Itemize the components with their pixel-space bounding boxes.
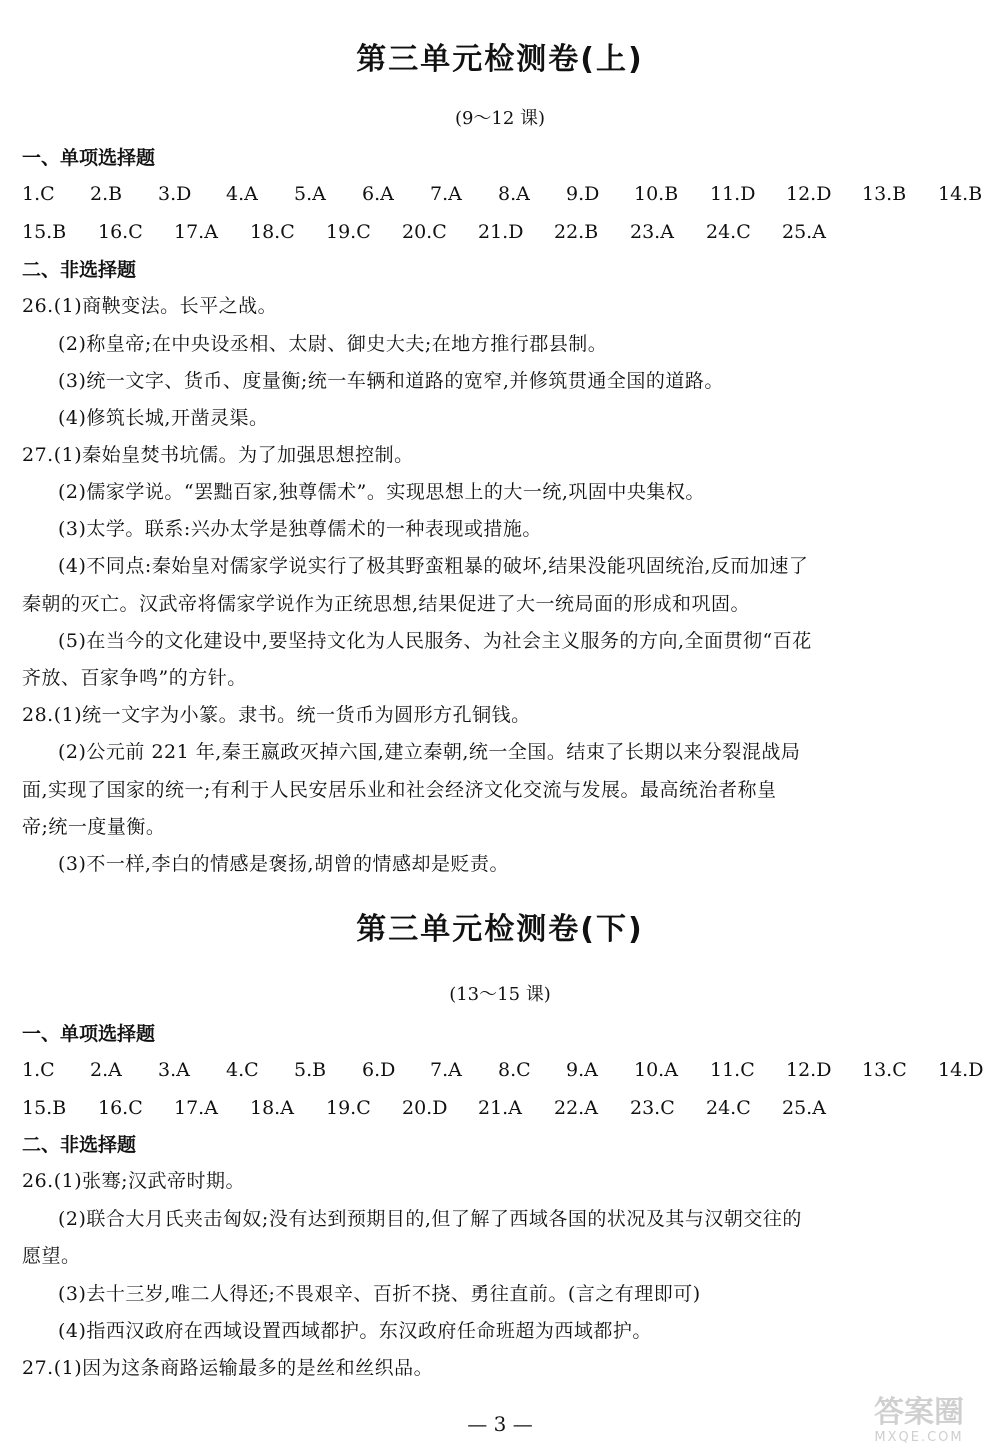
answer-line: 27.(1)因为这条商路运输最多的是丝和丝织品。 [22,1357,434,1379]
answer-line: (4)修筑长城,开凿灵渠。 [58,407,269,429]
mc-answer: 17.A [174,221,218,243]
mc-answer: 7.A [430,1059,462,1081]
section-b-mc-row-2 [22,1094,982,1122]
mc-answer: 23.A [630,221,674,243]
mc-answer: 15.B [22,221,67,243]
mc-answer: 14.B [938,183,983,205]
answer-line: 28.(1)统一文字为小篆。隶书。统一货币为圆形方孔铜钱。 [22,704,531,726]
mc-answer: 5.A [294,183,326,205]
mc-answer: 16.C [98,1097,143,1119]
mc-answer: 22.A [554,1097,598,1119]
mc-answer: 10.B [634,183,679,205]
mc-answer: 8.C [498,1059,531,1081]
answer-line: (4)不同点:秦始皇对儒家学说实行了极其野蛮粗暴的破坏,结果没能巩固统治,反而加速了 [58,555,809,577]
mc-answer: 22.B [554,221,599,243]
section-a-subtitle: (9～12 课) [454,108,546,129]
watermark-url: MXQE.COM [874,1430,964,1445]
answer-line: (5)在当今的文化建设中,要坚持文化为人民服务、为社会主义服务的方向,全面贯彻“百花 [58,630,812,652]
answer-line: (3)去十三岁,唯二人得还;不畏艰辛、百折不挠、勇往直前。(言之有理即可) [58,1283,701,1305]
mc-answer: 13.B [862,183,907,205]
mc-answer: 12.D [786,1059,832,1081]
mc-answer: 4.C [226,1059,259,1081]
mc-answer: 3.A [158,1059,190,1081]
mc-answer: 18.A [250,1097,294,1119]
mc-answer: 19.C [326,1097,371,1119]
mc-answer: 19.C [326,221,371,243]
section-a-nonmc-heading: 二、非选择题 [22,259,137,281]
mc-answer: 8.A [498,183,530,205]
mc-answer: 11.D [710,183,756,205]
mc-answer: 1.C [22,1059,55,1081]
mc-answer: 20.C [402,221,447,243]
page-number: — 3 — [467,1412,533,1436]
mc-answer: 20.D [402,1097,448,1119]
answer-line: 秦朝的灭亡。汉武帝将儒家学说作为正统思想,结果促进了大一统局面的形成和巩固。 [22,593,751,615]
mc-answer: 14.D [938,1059,984,1081]
answer-line: 27.(1)秦始皇焚书坑儒。为了加强思想控制。 [22,444,414,466]
mc-answer: 6.D [362,1059,396,1081]
answer-line: (3)太学。联系:兴办太学是独尊儒术的一种表现或措施。 [58,518,542,540]
section-a-mc-row-2 [22,218,982,246]
mc-answer: 1.C [22,183,55,205]
mc-answer: 6.A [362,183,394,205]
watermark-logo [854,1396,984,1448]
mc-answer: 7.A [430,183,462,205]
section-b-title: 第三单元检测卷(下) [356,912,644,947]
answer-line: (2)公元前 221 年,秦王嬴政灭掉六国,建立秦朝,统一全国。结束了长期以来分裂混战局 [58,741,801,763]
mc-answer: 17.A [174,1097,218,1119]
mc-answer: 2.A [90,1059,122,1081]
mc-answer: 25.A [782,1097,826,1119]
mc-answer: 21.D [478,221,524,243]
mc-answer: 9.D [566,183,600,205]
answer-line: (3)不一样,李白的情感是褒扬,胡曾的情感却是贬责。 [58,853,509,875]
section-b-nonmc-heading: 二、非选择题 [22,1134,137,1156]
mc-answer: 4.A [226,183,258,205]
answer-line: 帝;统一度量衡。 [22,816,166,838]
answer-line: (2)称皇帝;在中央设丞相、太尉、御史大夫;在地方推行郡县制。 [58,333,608,355]
mc-answer: 25.A [782,221,826,243]
mc-answer: 11.C [710,1059,755,1081]
mc-answer: 15.B [22,1097,67,1119]
section-b-subtitle: (13～15 课) [449,984,551,1005]
section-b-mc-row-1 [22,1056,982,1084]
answer-line: 面,实现了国家的统一;有利于人民安居乐业和社会经济文化交流与发展。最高统治者称皇 [22,779,777,801]
mc-answer: 10.A [634,1059,678,1081]
mc-answer: 3.D [158,183,192,205]
mc-answer: 23.C [630,1097,675,1119]
answer-line: (2)联合大月氏夹击匈奴;没有达到预期目的,但了解了西域各国的状况及其与汉朝交往的 [58,1208,802,1230]
mc-answer: 9.A [566,1059,598,1081]
mc-answer: 18.C [250,221,295,243]
mc-answer: 12.D [786,183,832,205]
mc-answer: 24.C [706,1097,751,1119]
mc-answer: 2.B [90,183,123,205]
mc-answer: 5.B [294,1059,327,1081]
mc-answer: 21.A [478,1097,522,1119]
section-a-title: 第三单元检测卷(上) [356,42,644,77]
answer-line: (2)儒家学说。“罢黜百家,独尊儒术”。实现思想上的大一统,巩固中央集权。 [58,481,705,503]
answer-line: (3)统一文字、货币、度量衡;统一车辆和道路的宽窄,并修筑贯通全国的道路。 [58,370,724,392]
mc-answer: 24.C [706,221,751,243]
answer-line: (4)指西汉政府在西域设置西域都护。东汉政府任命班超为西域都护。 [58,1320,652,1342]
section-a-mc-row-1 [22,180,982,208]
answer-line: 愿望。 [22,1245,81,1267]
section-a-mc-heading: 一、单项选择题 [22,147,156,169]
answer-line: 26.(1)商鞅变法。长平之战。 [22,295,278,317]
watermark-text: 答案圈 [874,1395,964,1430]
answer-line: 26.(1)张骞;汉武帝时期。 [22,1170,246,1192]
mc-answer: 13.C [862,1059,907,1081]
answer-line: 齐放、百家争鸣”的方针。 [22,667,247,689]
mc-answer: 16.C [98,221,143,243]
section-b-mc-heading: 一、单项选择题 [22,1023,156,1045]
